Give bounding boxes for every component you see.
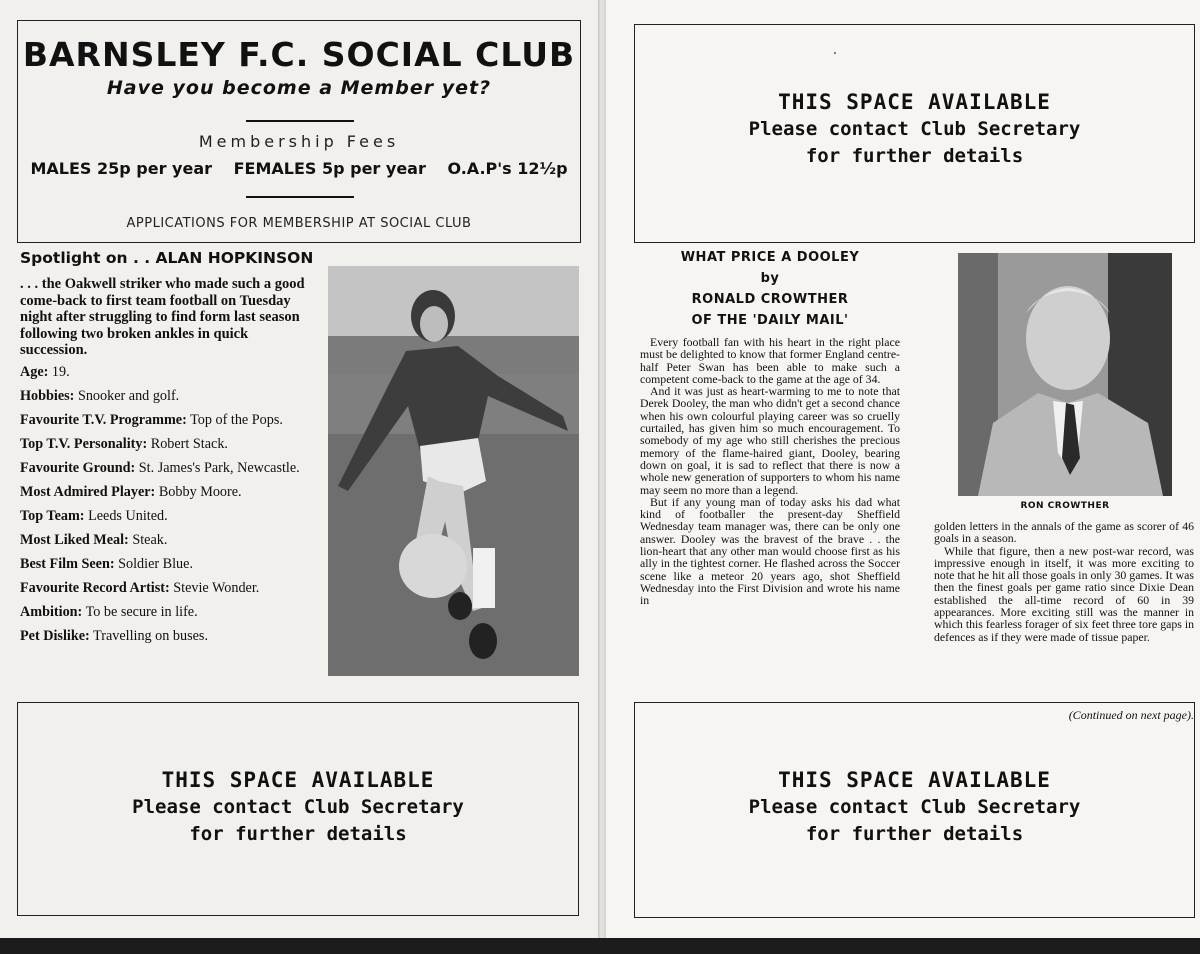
- fact-key: Pet Dislike:: [20, 628, 90, 644]
- article-paragraph: Every football fan with his heart in the right place must be delighted to know that former England centre-half Peter Swan has been able to make such a competent come-back to the game at the age of 34.: [640, 335, 900, 386]
- spotlight-facts: [20, 364, 310, 652]
- ad-line-3: for further details: [189, 823, 407, 845]
- social-club-box: [17, 20, 581, 243]
- fees-row: [18, 159, 580, 178]
- ad-line-2: Please contact Club Secretary: [748, 796, 1081, 818]
- article-paragraph: And it was just as heart-warming to me to note that Derek Dooley, the man who didn't get a second chance when his own colourful playing career was so cruelly curtailed, has given him so much encouragement. To somebody of my age who still cherishes the precious memory of the flame-haired giant, Dooley, bearing down on goal, it is sad to reflect that there is now a whole new generation of supporters to whom his name may seem no more than a legend.: [640, 384, 900, 497]
- ad-line-3: for further details: [805, 145, 1024, 167]
- print-speck: [834, 52, 836, 54]
- club-title: BARNSLEY F.C. SOCIAL CLUB: [22, 35, 576, 74]
- divider: [246, 120, 354, 122]
- fact-record-artist: [20, 580, 310, 596]
- ad-line-2: Please contact Club Secretary: [132, 796, 464, 818]
- ad-space-box: [634, 24, 1195, 243]
- divider: [246, 196, 354, 198]
- article-column-1: [640, 336, 900, 607]
- fact-key: Ambition:: [20, 604, 83, 620]
- fact-film: [20, 556, 310, 572]
- fact-value: Snooker and golf.: [77, 388, 180, 404]
- photo-caption: RON CROWTHER: [1020, 501, 1110, 511]
- fact-value: 19.: [51, 364, 70, 380]
- fee-males: MALES 25p per year: [30, 159, 212, 178]
- fact-value: Soldier Blue.: [118, 556, 193, 572]
- spotlight-heading: Spotlight on . . ALAN HOPKINSON: [20, 249, 314, 267]
- article-column-2: [934, 520, 1194, 643]
- article-author: RONALD CROWTHER: [691, 292, 849, 307]
- ad-line-1: THIS SPACE AVAILABLE: [778, 90, 1051, 114]
- fact-admired-player: [20, 484, 310, 500]
- player-photo: [328, 266, 579, 676]
- fact-ground: [20, 460, 310, 476]
- fact-key: Most Admired Player:: [20, 484, 156, 500]
- fact-key: Top T.V. Personality:: [20, 436, 148, 452]
- fact-top-team: [20, 508, 310, 524]
- fact-value: Steak.: [132, 532, 168, 548]
- article-paragraph: While that figure, then a new post-war record, was impressive enough in itself, it was more exciting to note that he hit all those goals in only 30 games. It was then the finest goals per game ratio since Dixie Dean established the all-time record of 60 in 39 appearances. More exciting still was the manner in which this fearless forager of six feet three tore gaps in defences as if they were made of tissue paper.: [934, 543, 1194, 644]
- club-subtitle: Have you become a Member yet?: [106, 77, 492, 99]
- article-paragraph: golden letters in the annals of the game as scorer of 46 goals in a season.: [934, 519, 1194, 546]
- fact-key: Most Liked Meal:: [20, 532, 129, 548]
- applications-note: APPLICATIONS FOR MEMBERSHIP AT SOCIAL CLUB: [126, 216, 472, 231]
- fact-key: Favourite T.V. Programme:: [20, 412, 187, 428]
- fact-value: Robert Stack.: [150, 436, 228, 452]
- scan-edge: [0, 938, 1200, 954]
- fact-pet-dislike: [20, 628, 310, 644]
- article-by: by: [760, 271, 780, 286]
- fact-key: Age:: [20, 364, 49, 380]
- ad-line-1: THIS SPACE AVAILABLE: [161, 768, 435, 792]
- fact-value: St. James's Park, Newcastle.: [138, 460, 300, 476]
- author-photo-image: [958, 253, 1172, 496]
- ad-text: [18, 767, 578, 848]
- ad-space-box: [634, 702, 1195, 918]
- player-photo-image: [328, 266, 579, 676]
- ad-line-3: for further details: [805, 823, 1024, 845]
- fact-tv-personality: [20, 436, 310, 452]
- book-spine: [598, 0, 606, 954]
- fact-meal: [20, 532, 310, 548]
- ad-text: [635, 89, 1194, 170]
- left-page: [0, 0, 598, 938]
- fact-value: Leeds United.: [88, 508, 168, 524]
- ad-line-2: Please contact Club Secretary: [748, 118, 1081, 140]
- fact-value: To be secure in life.: [85, 604, 198, 620]
- article-publication: OF THE 'DAILY MAIL': [691, 313, 849, 328]
- fees-heading: Membership Fees: [198, 132, 400, 151]
- fact-value: Bobby Moore.: [158, 484, 242, 500]
- spotlight-intro: . . . the Oakwell striker who made such a good come-back to first team football on Tuesday night after struggling to find form last season following two broken ankles in quick succession.: [20, 276, 305, 358]
- author-photo: [958, 253, 1172, 496]
- fact-key: Favourite Record Artist:: [20, 580, 170, 596]
- fact-hobbies: [20, 388, 310, 404]
- article-header: [640, 247, 900, 331]
- fact-key: Best Film Seen:: [20, 556, 115, 572]
- ad-text: [635, 767, 1194, 848]
- fact-key: Top Team:: [20, 508, 85, 524]
- fact-key: Favourite Ground:: [20, 460, 136, 476]
- article-title: WHAT PRICE A DOOLEY: [680, 250, 860, 265]
- article-paragraph: But if any young man of today asks his dad what kind of footballer the present-day Sheffield Wednesday team manager was, there can be only one answer. Dooley was the bravest of the brave . . the lion-heart that any other man would choose first as his ally in the tightest corner. He flashed across the Soccer scene like a meteor 20 years ago, shot Sheffield Wednesday into the First Division and wrote his name in: [640, 494, 900, 608]
- continued-note: (Continued on next page).: [1068, 708, 1194, 722]
- fee-oap: O.A.P's 12½p: [447, 159, 568, 178]
- ad-line-1: THIS SPACE AVAILABLE: [778, 768, 1051, 792]
- fact-value: Top of the Pops.: [190, 412, 283, 428]
- fact-value: Travelling on buses.: [93, 628, 208, 644]
- fact-value: Stevie Wonder.: [173, 580, 260, 596]
- fact-key: Hobbies:: [20, 388, 75, 404]
- fee-females: FEMALES 5p per year: [233, 159, 426, 178]
- fact-tv-programme: [20, 412, 310, 428]
- fact-age: [20, 364, 310, 380]
- ad-space-box: [17, 702, 579, 916]
- fact-ambition: [20, 604, 310, 620]
